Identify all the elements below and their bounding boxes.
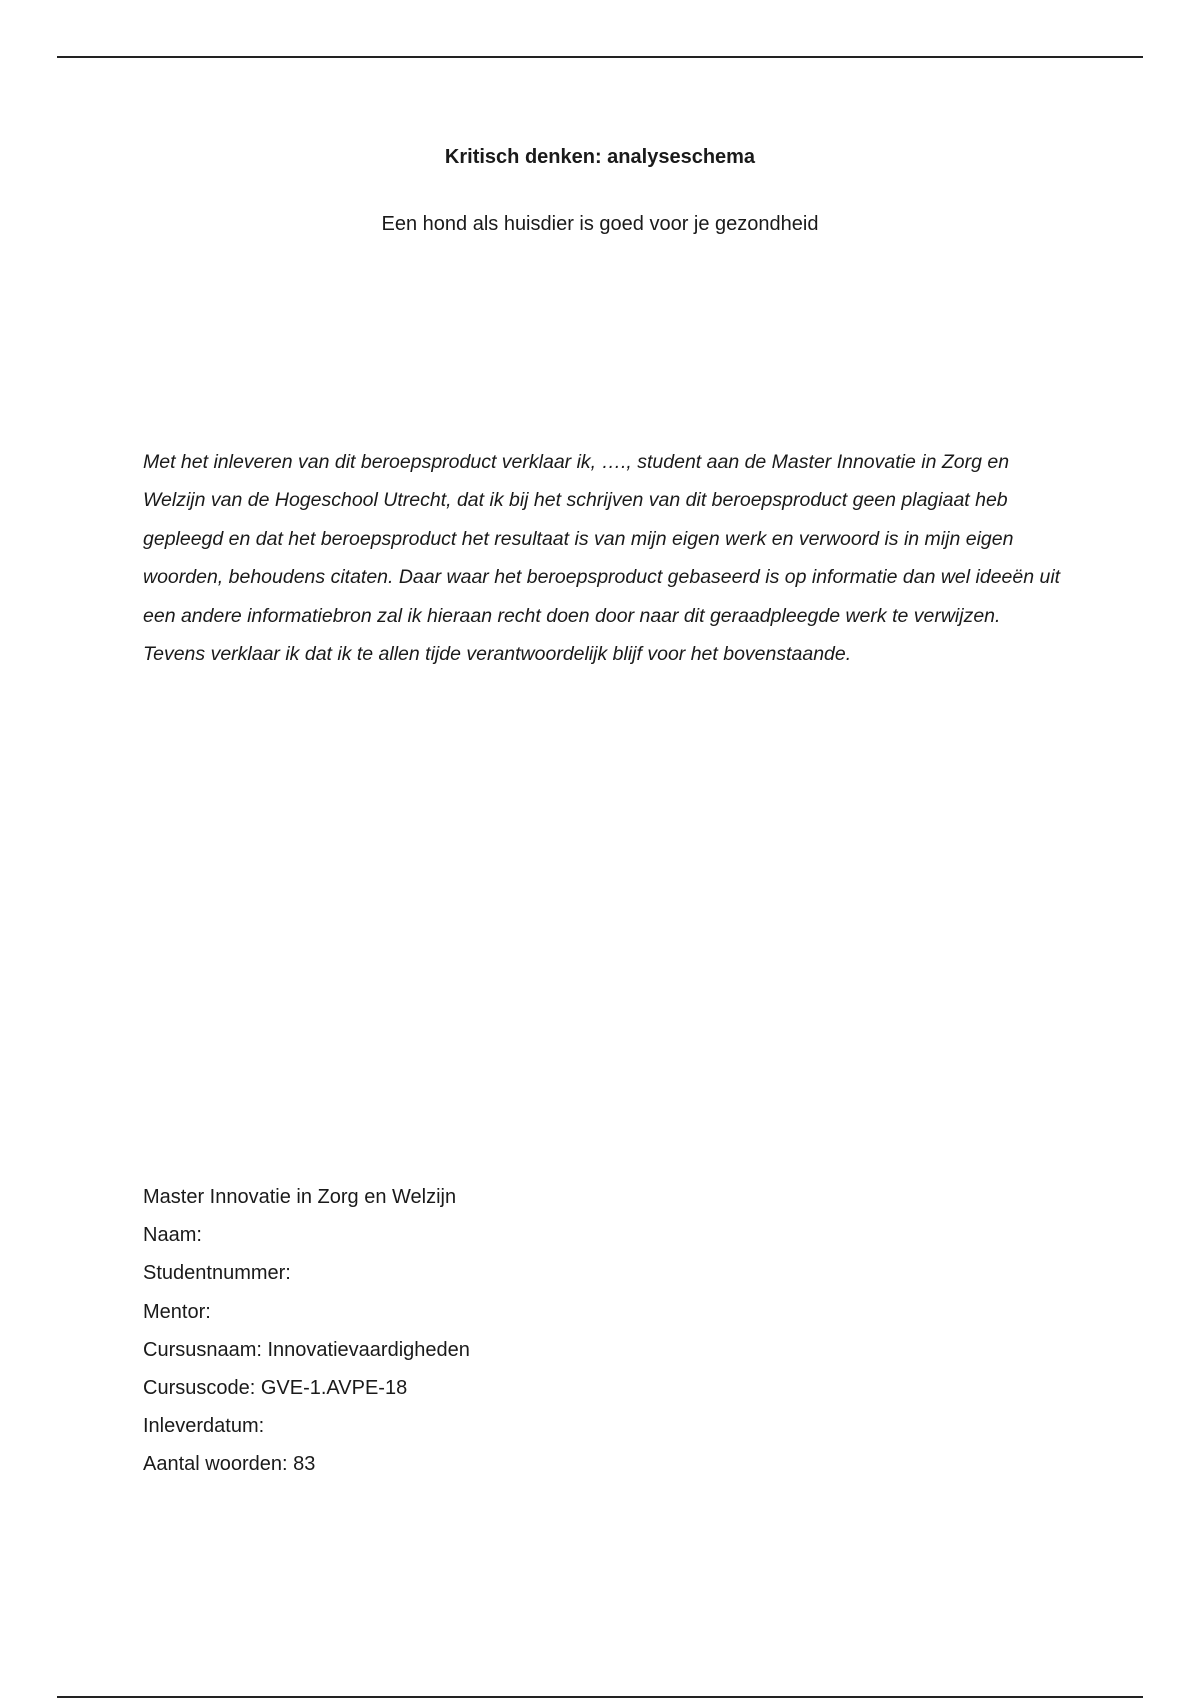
student-details-list bbox=[143, 1178, 843, 1484]
mentor-label: Mentor: bbox=[143, 1300, 211, 1323]
word-count: Aantal woorden: 83 bbox=[143, 1453, 316, 1476]
course-code: Cursuscode: GVE-1.AVPE-18 bbox=[143, 1376, 408, 1399]
document-subtitle: Een hond als huisdier is goed voor je gezondheid bbox=[381, 213, 819, 235]
bottom-divider bbox=[57, 1696, 1143, 1698]
top-divider bbox=[57, 56, 1143, 58]
name-field-label: Naam: bbox=[143, 1224, 202, 1247]
program-name: Master Innovatie in Zorg en Welzijn bbox=[143, 1186, 457, 1208]
plagiarism-declaration: Met het inleveren van dit beroepsproduct verklaar ik, …., student aan de Master Innovatie in Zorg en Welzijn van de Hogeschool Utrecht, dat ik bij het schrijven van dit beroepsproduct geen plagiaat heb gepleegd en dat het beroepsproduct het resultaat is van mijn eigen werk en verwoord is in mijn eigen woorden, behoudens citaten. Daar waar het beroepsproduct gebaseerd is op informatie dan wel ideeën uit een andere informatiebron zal ik hieraan recht doen door naar dit geraadpleegde werk te verwijzen. Tevens verklaar ik dat ik te allen tijde verantwoordelijk blijf voor het bovenstaande. bbox=[143, 451, 1061, 666]
student-number-label: Studentnummer: bbox=[143, 1262, 291, 1285]
course-name: Cursusnaam: Innovatievaardigheden bbox=[143, 1338, 470, 1361]
submission-date-label: Inleverdatum: bbox=[143, 1415, 265, 1438]
document-title: Kritisch denken: analyseschema bbox=[444, 146, 756, 168]
